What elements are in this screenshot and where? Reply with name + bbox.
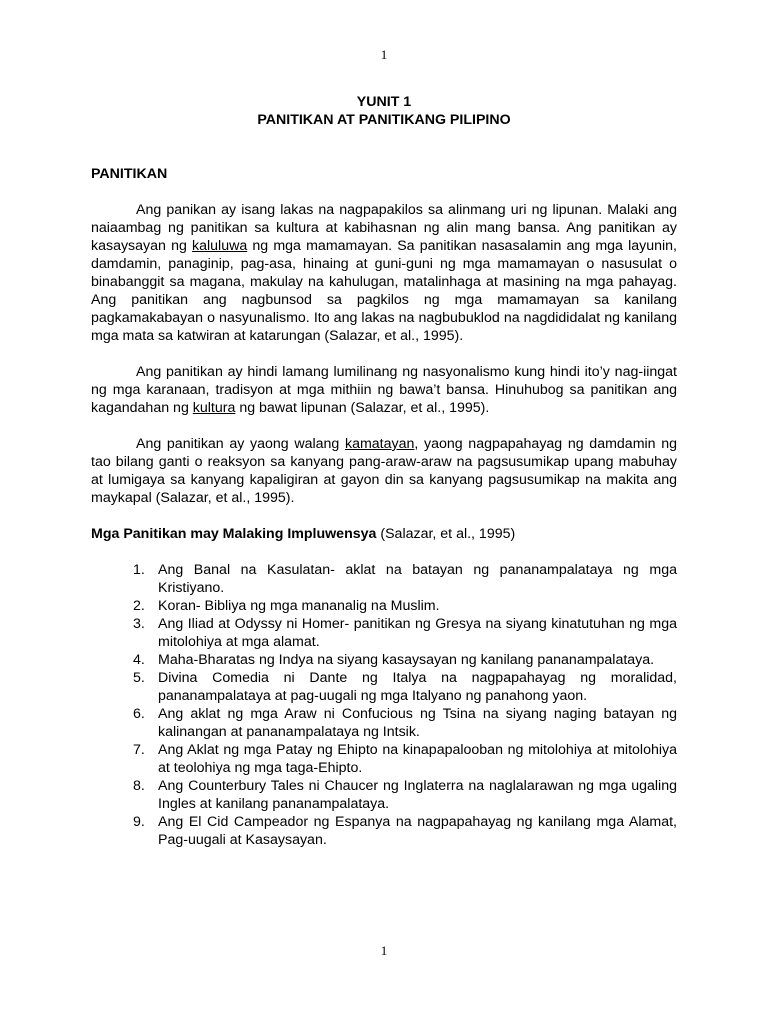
influential-literature-list xyxy=(91,561,677,849)
list-item-number: 8. xyxy=(133,778,145,794)
list-item xyxy=(91,597,677,615)
list-item-text: Ang aklat ng mga Araw ni Confucious ng Tsina na siyang naging batayan ng kalinangan at pananampalataya ng Intsik. xyxy=(158,706,677,740)
list-item-number: 3. xyxy=(133,616,145,632)
list-item xyxy=(91,705,677,741)
paragraph-2-text-a: Ang panitikan ay hindi lamang lumilinang ng nasyonalismo kung hindi ito’y nag-iingat ng mga karanaan, tradisyon at mga mithiin ng bawa’t bansa. Hinuhubog sa panitikan ang kagandahan ng xyxy=(91,364,677,416)
paragraph-1 xyxy=(91,201,677,345)
unit-label: YUNIT 1 xyxy=(356,94,412,110)
list-item xyxy=(91,777,677,813)
list-item-text: Maha-Bharatas ng Indya na siyang kasaysayan ng kanilang pananampalataya. xyxy=(158,652,655,668)
paragraph-3-text-a: Ang panitikan ay yaong walang xyxy=(136,436,345,452)
list-item-text: Ang Counterbury Tales ni Chaucer ng Inglaterra na naglalarawan ng mga ugaling Ingles at kanilang pananampalataya. xyxy=(158,778,677,812)
paragraph-3-underlined: kamatayan xyxy=(344,436,415,452)
list-item xyxy=(91,561,677,597)
list-item-text: Koran- Bibliya ng mga mananalig na Muslim. xyxy=(158,598,440,614)
paragraph-2-underlined: kultura xyxy=(192,400,236,416)
paragraph-2 xyxy=(91,363,677,417)
list-item xyxy=(91,813,677,849)
list-item xyxy=(91,615,677,651)
list-item-text: Ang Iliad at Odyssy ni Homer- panitikan ng Gresya na siyang kinatutuhan ng mga mitolohiya at mga alamat. xyxy=(158,616,677,650)
list-item-number: 9. xyxy=(133,814,145,830)
list-item-number: 1. xyxy=(133,562,145,578)
paragraph-2-text-b: ng bawat lipunan (Salazar, et al., 1995). xyxy=(235,400,490,416)
section-heading: PANITIKAN xyxy=(91,166,168,182)
list-item-text: Ang Banal na Kasulatan- aklat na batayan ng pananampalataya ng mga Kristiyano. xyxy=(158,562,677,596)
paragraph-1-text-b: ng mga mamamayan. Sa panitikan nasasalamin ang mga layunin, damdamin, panaginip, pag-asa, hinaing at guni-guni ng mga mamamayan o nasusulat o binabanggit sa magana, makulay na kahulugan, matalinhaga at masining na mga pahayag. Ang panitikan ang nagbunsod sa pagkilos ng mga mamamayan sa kanilang pagkamakabayan o nasyunalismo. Ito ang lakas na nagbubuklod na nagdididalat ng kanilang mga mata sa katwiran at katarungan (Salazar, et al., 1995). xyxy=(91,238,677,344)
list-item-text: Divina Comedia ni Dante ng Italya na nagpapahayag ng moralidad, pananampalataya at pag-uugali ng mga Italyano ng panahong yaon. xyxy=(158,670,677,704)
page-number-bottom: 1 xyxy=(380,943,388,958)
list-item xyxy=(91,651,677,669)
list-item xyxy=(91,741,677,777)
paragraph-1-underlined: kaluluwa xyxy=(192,238,248,254)
list-item-text: Ang El Cid Campeador ng Espanya na nagpapahayag ng kanilang mga Alamat, Pag-uugali at Kasaysayan. xyxy=(158,814,677,848)
list-item-number: 2. xyxy=(133,598,145,614)
unit-title: PANITIKAN AT PANITIKANG PILIPINO xyxy=(257,112,511,128)
paragraph-1-text-a: Ang panikan ay isang lakas na nagpapakilos sa alinmang uri ng lipunan. Malaki ang naiaambag ng panitikan sa kultura at kabihasnan ng alin mang bansa. Ang panitikan ay kasaysayan ng xyxy=(91,202,677,254)
list-item-text: Ang Aklat ng mga Patay ng Ehipto na kinapapalooban ng mitolohiya at mitolohiya at teolohiya ng mga taga-Ehipto. xyxy=(158,742,677,776)
list-item xyxy=(91,669,677,705)
page-number-top: 1 xyxy=(380,47,388,62)
list-heading-bold: Mga Panitikan may Malaking Impluwensya xyxy=(91,526,377,542)
paragraph-3-text-b: , yaong nagpapahayag ng damdamin ng tao bilang ganti o reaksyon sa kanyang pang-araw-araw na pagsusumikap upang mabuhay at lumigaya sa kanyang kapaligiran at gayon din sa kanyang pagsusumikap na makita ang maykapal (Salazar, et al., 1995). xyxy=(91,436,677,506)
document-body xyxy=(91,93,677,849)
list-item-number: 7. xyxy=(133,742,145,758)
title-block xyxy=(91,93,677,129)
paragraph-3 xyxy=(91,435,677,507)
list-heading-citation: (Salazar, et al., 1995) xyxy=(376,526,516,542)
list-item-number: 4. xyxy=(133,652,145,668)
list-item-number: 6. xyxy=(133,706,145,722)
list-heading xyxy=(91,525,677,543)
list-item-number: 5. xyxy=(133,670,145,686)
